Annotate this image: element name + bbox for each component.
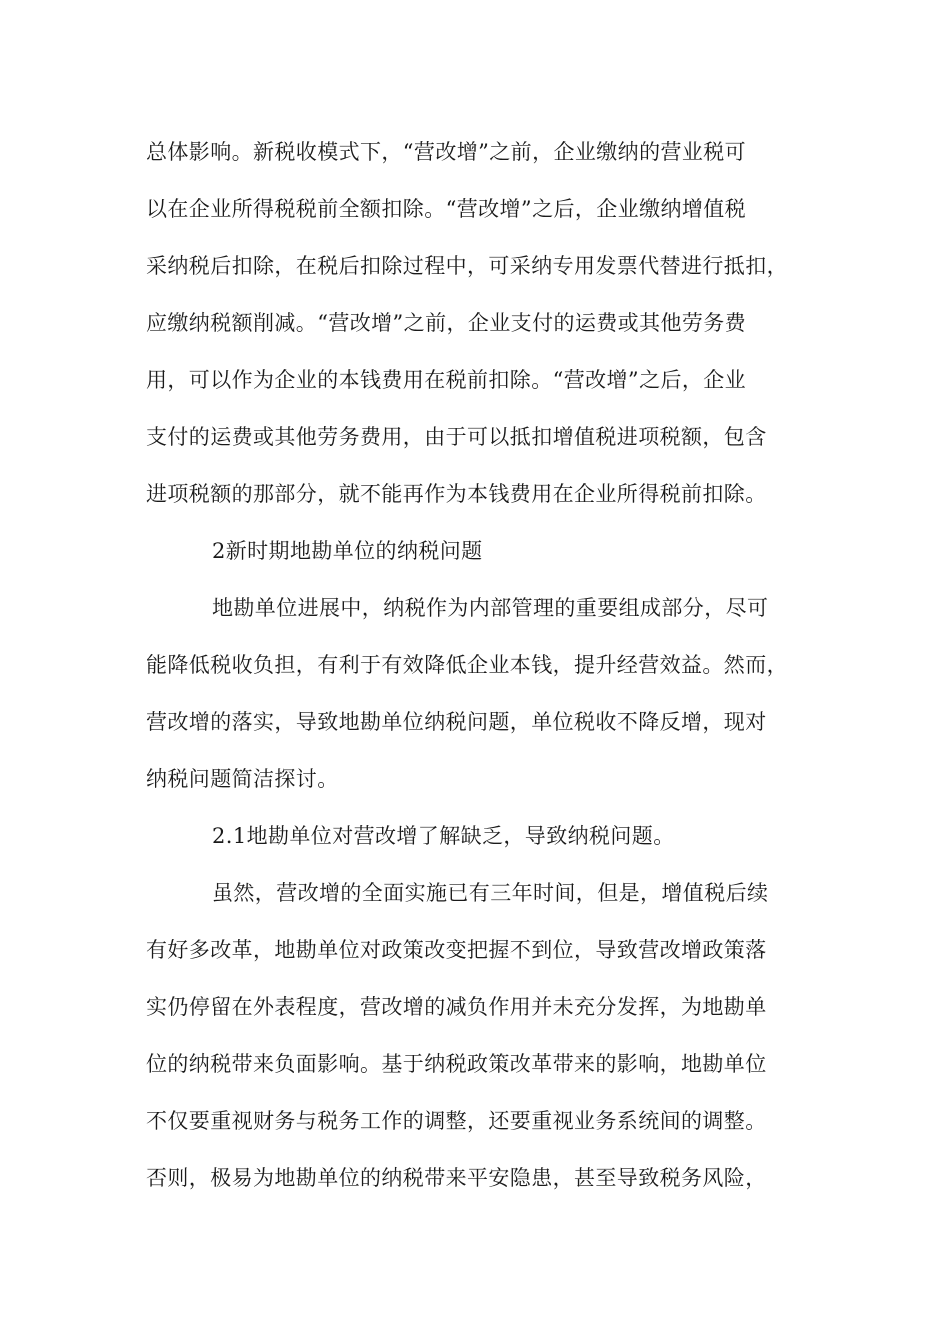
body-text-line: 采纳税后扣除，在税后扣除过程中，可采纳专用发票代替进行抵扣， [146, 254, 788, 278]
subsection-heading: 2.1地勘单位对营改增了解缺乏，导致纳税问题。 [212, 824, 675, 848]
body-text-line: 能降低税收负担，有利于有效降低企业本钱，提升经营效益。然而， [146, 653, 788, 677]
body-text-line: 位的纳税带来负面影响。基于纳税政策改革带来的影响，地勘单位 [146, 1052, 767, 1076]
body-text-line: 支付的运费或其他劳务费用，由于可以抵扣增值税进项税额，包含 [146, 425, 767, 449]
body-text-line: 应缴纳税额削减。“营改增”之前，企业支付的运费或其他劳务费 [146, 311, 747, 335]
body-text-line: 否则，极易为地勘单位的纳税带来平安隐患，甚至导致税务风险， [146, 1166, 767, 1190]
section-heading: 2新时期地勘单位的纳税问题 [212, 539, 483, 563]
body-text-line: 有好多改革，地勘单位对政策改变把握不到位，导致营改增政策落 [146, 938, 767, 962]
body-text-line: 纳税问题简洁探讨。 [146, 767, 339, 791]
paragraph-first-line: 虽然，营改增的全面实施已有三年时间，但是，增值税后续 [212, 881, 769, 905]
body-text-line: 实仍停留在外表程度，营改增的减负作用并未充分发挥，为地勘单 [146, 995, 767, 1019]
body-text-line: 总体影响。新税收模式下，“营改增”之前，企业缴纳的营业税可 [146, 140, 747, 164]
body-text-line: 营改增的落实，导致地勘单位纳税问题，单位税收不降反增，现对 [146, 710, 767, 734]
body-text-line: 进项税额的那部分，就不能再作为本钱费用在企业所得税前扣除。 [146, 482, 767, 506]
body-text-line: 不仅要重视财务与税务工作的调整，还要重视业务系统间的调整。 [146, 1109, 767, 1133]
paragraph-first-line: 地勘单位进展中，纳税作为内部管理的重要组成部分，尽可 [212, 596, 769, 620]
body-text-line: 用，可以作为企业的本钱费用在税前扣除。“营改增”之后，企业 [146, 368, 747, 392]
body-text-line: 以在企业所得税税前全额扣除。“营改增”之后，企业缴纳增值税 [146, 197, 747, 221]
